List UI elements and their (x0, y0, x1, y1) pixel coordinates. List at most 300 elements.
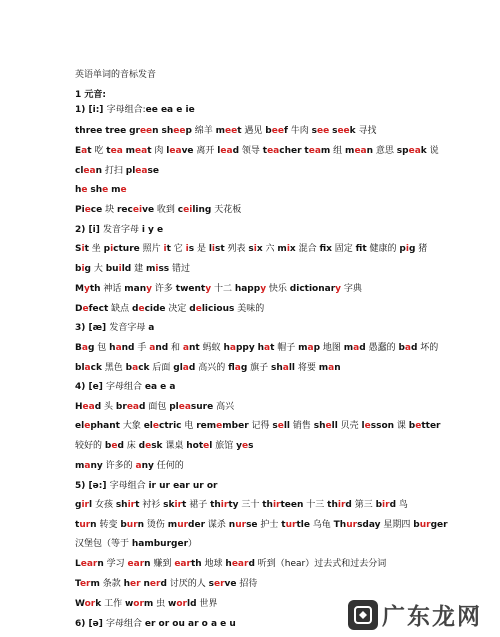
chinese-gloss: 六 (262, 244, 278, 254)
phonics-line (75, 303, 440, 315)
highlighted-letters: ir (81, 500, 89, 510)
highlighted-letters: ir (382, 500, 390, 510)
highlighted-letters: y (335, 284, 342, 294)
phonics-line (75, 558, 440, 570)
highlighted-letters: ea (135, 166, 148, 176)
chinese-gloss: 手 (134, 343, 150, 353)
chinese-gloss: 床 (123, 441, 139, 451)
highlighted-letters: er (213, 579, 225, 589)
word-text: L (75, 559, 81, 569)
chinese-gloss: 较好的 (75, 441, 105, 451)
word-text: S (75, 244, 82, 254)
word-text: dictionar (289, 284, 336, 294)
word-text: b (265, 126, 272, 136)
word-text: nd (121, 343, 135, 353)
word-text: t (281, 520, 286, 530)
highlighted-letters: ea (220, 146, 233, 156)
chinese-gloss: 学习 (103, 559, 128, 569)
word-text: g (87, 343, 95, 353)
chinese-gloss: 许多 (152, 284, 176, 294)
highlighted-letters: ur (79, 520, 91, 530)
chinese-gloss: 大象 (119, 421, 144, 431)
chinese-gloss: 世界 (196, 599, 218, 609)
chinese-gloss: 照片 (139, 244, 164, 254)
word-text: n (228, 520, 236, 530)
highlighted-letters: or (84, 599, 96, 609)
site-watermark (348, 598, 482, 631)
word-text: a (148, 323, 155, 333)
word-text: l (217, 146, 221, 156)
highlighted-letters: e (152, 421, 159, 431)
chinese-gloss: 三十 (238, 500, 263, 510)
word-text: phant (90, 421, 120, 431)
word-text: ir ur ear ur or (148, 481, 218, 491)
phonics-line (75, 204, 440, 216)
chinese-gloss: 神话 (100, 284, 125, 294)
word-text: tree (105, 126, 127, 136)
phonics-line (75, 401, 440, 413)
chinese-gloss: 缺点 (108, 304, 132, 314)
chinese-gloss: 十二 (211, 284, 235, 294)
word-text: d (248, 559, 255, 569)
word-text: p (399, 244, 406, 254)
chinese-gloss: 绵羊 (191, 126, 216, 136)
word-text: twent (175, 284, 206, 294)
word-text: t (262, 146, 268, 156)
word-text: sk (151, 441, 163, 451)
chinese-gloss: 美味的 (234, 304, 265, 314)
highlighted-letters: ea (135, 146, 148, 156)
word-text: st (215, 244, 225, 254)
chinese-gloss: 工作 (101, 599, 125, 609)
word-text: ppy (235, 343, 255, 353)
word-text: h (75, 185, 82, 195)
word-text: m (298, 343, 308, 353)
watermark-logo-icon (348, 600, 378, 630)
word-text: ll (288, 363, 296, 373)
word-text: t (362, 244, 367, 254)
word-text: s (208, 579, 214, 589)
phonics-line (75, 538, 440, 550)
highlighted-letters: ur (235, 520, 247, 530)
highlighted-letters: e (325, 421, 332, 431)
word-text: sson (370, 421, 395, 431)
highlighted-letters: ur (177, 520, 189, 530)
highlighted-letters: ea (169, 146, 182, 156)
word-text: f (283, 126, 288, 136)
phonics-line (75, 460, 440, 472)
highlighted-letters: i (155, 264, 159, 274)
word-text: 3) [æ] (75, 323, 110, 333)
word-text: h (223, 343, 230, 353)
word-text: rec (116, 205, 133, 215)
word-text: se (147, 166, 159, 176)
chinese-gloss: 组 (330, 146, 346, 156)
phonics-line (75, 381, 440, 393)
chinese-gloss: 大 (91, 264, 106, 274)
highlighted-letters: ea (82, 402, 95, 412)
word-text: bl (75, 363, 85, 373)
phonics-line (75, 578, 440, 590)
word-text: m (318, 363, 329, 373)
highlighted-letters: y (205, 284, 212, 294)
highlighted-letters: ear (231, 559, 249, 569)
word-text: t (270, 343, 275, 353)
chinese-gloss: 列表 (224, 244, 249, 254)
word-text: d (132, 304, 139, 314)
chinese-gloss: 字母组合 (105, 382, 145, 392)
word-text: th (89, 284, 101, 294)
chinese-gloss: 转变 (96, 520, 121, 530)
highlighted-letters: a (353, 343, 360, 353)
word-text: ll (283, 421, 291, 431)
chinese-gloss: 混合 (295, 244, 320, 254)
chinese-gloss: 裙子 (186, 500, 211, 510)
word-text: sure (190, 402, 214, 412)
word-text: h (109, 343, 116, 353)
word-text: d (160, 579, 167, 589)
chinese-gloss: 和 (168, 343, 183, 353)
highlighted-letters: i (253, 244, 257, 254)
word-text: B (75, 343, 82, 353)
phonics-line (75, 145, 440, 157)
word-text: t (84, 244, 89, 254)
word-text: n (366, 146, 374, 156)
word-text: ck (90, 363, 102, 373)
word-text: b (120, 520, 127, 530)
word-text: cher (279, 146, 302, 156)
highlighted-letters: ee (225, 126, 238, 136)
word-text: D (75, 304, 83, 314)
chinese-gloss: 意思 (373, 146, 397, 156)
highlighted-letters: e (216, 421, 223, 431)
highlighted-letters: i (118, 264, 122, 274)
word-text: s (311, 126, 317, 136)
chinese-gloss: 后面 (149, 363, 174, 373)
word-text: t (75, 520, 80, 530)
chinese-gloss: 许多的 (102, 461, 136, 471)
chinese-gloss: 字典 (341, 284, 362, 294)
chinese-gloss: 字母组合 (105, 619, 145, 629)
chinese-gloss: 女孩 (92, 500, 116, 510)
chinese-gloss: 字母组合: (106, 105, 146, 115)
word-text: d (117, 441, 124, 451)
word-text: n (144, 559, 151, 569)
word-text: m (167, 520, 178, 530)
phonics-line (75, 283, 440, 295)
chinese-gloss: 坏的 (417, 343, 439, 353)
word-text: m (215, 126, 226, 136)
highlighted-letters: ur (419, 520, 431, 530)
highlighted-letters: y (146, 284, 153, 294)
chinese-gloss: 肉 (151, 146, 167, 156)
word-text: d (389, 500, 397, 510)
highlighted-letters: a (149, 343, 156, 353)
highlighted-letters: ee (337, 126, 350, 136)
word-text: gr (129, 126, 140, 136)
word-text: d (189, 304, 196, 314)
word-text: sh (161, 126, 174, 136)
word-text: ss (158, 264, 170, 274)
phonics-line (75, 440, 440, 452)
chinese-gloss: 招待 (236, 579, 258, 589)
highlighted-letters: ir (272, 500, 281, 510)
highlighted-letters: or (133, 599, 144, 609)
word-text: h (225, 559, 232, 569)
word-text: m (75, 461, 85, 471)
highlighted-letters: er (130, 579, 141, 589)
word-text: y (236, 441, 242, 451)
chinese-gloss: 猪 (415, 244, 428, 254)
word-text: sh (271, 363, 283, 373)
word-text: x (289, 244, 296, 254)
word-text: s (272, 421, 278, 431)
word-text: d (410, 343, 418, 353)
chinese-gloss: 天花板 (211, 205, 242, 215)
word-text: th (262, 500, 273, 510)
word-text: ve (181, 146, 194, 156)
word-text: 6) [ə] (75, 619, 106, 629)
phonics-line (75, 224, 440, 236)
highlighted-letters: e (102, 185, 109, 195)
word-text: ling (192, 205, 212, 215)
word-text: t (304, 146, 309, 156)
highlighted-letters: ea (408, 146, 421, 156)
highlighted-letters: ir (220, 500, 229, 510)
word-text: h (257, 343, 264, 353)
highlighted-letters: i (405, 244, 409, 254)
word-text: m (90, 579, 100, 589)
word-text: cture (113, 244, 140, 254)
chinese-gloss: 讨厌的人 (166, 579, 209, 589)
highlighted-letters: e (81, 185, 88, 195)
phonics-line (75, 263, 440, 275)
word-text: s (188, 244, 195, 254)
word-text: h (123, 579, 131, 589)
word-text: W (75, 599, 85, 609)
highlighted-letters: ur (346, 520, 358, 530)
highlighted-letters: or (176, 599, 187, 609)
highlighted-letters: ea (83, 166, 96, 176)
word-text: er or ou ar o a e u (144, 619, 236, 629)
word-text: ea e a (144, 382, 176, 392)
word-text: sh (90, 185, 103, 195)
highlighted-letters: a (84, 461, 91, 471)
word-text: s (248, 441, 254, 451)
word-text: sday (357, 520, 381, 530)
chinese-gloss: 护士 (257, 520, 282, 530)
chinese-gloss: 黑色 (101, 363, 126, 373)
chinese-gloss: 条款 (99, 579, 124, 589)
highlighted-letters: ea (110, 146, 123, 156)
word-text: hot (186, 441, 204, 451)
highlighted-letters: ee (173, 126, 186, 136)
word-text: pl (169, 402, 179, 412)
word-text: t (106, 146, 111, 156)
word-text: sp (396, 146, 409, 156)
highlighted-letters: y (83, 284, 90, 294)
chinese-gloss: 销售 (290, 421, 314, 431)
word-text: T (75, 579, 80, 589)
word-text: b (125, 363, 133, 373)
word-text: d (188, 363, 196, 373)
phonics-line (75, 104, 440, 116)
chinese-gloss: 离开 (193, 146, 218, 156)
word-text: ve (224, 579, 237, 589)
word-text: teen (280, 500, 304, 510)
word-text: p (185, 126, 192, 136)
highlighted-letters: e (145, 441, 152, 451)
chinese-gloss: 记得 (248, 421, 273, 431)
highlighted-letters: a (404, 343, 411, 353)
word-text: p (103, 244, 111, 254)
word-text: Th (333, 520, 347, 530)
word-text: ck (138, 363, 150, 373)
highlighted-letters: a (182, 343, 189, 353)
word-text: t (135, 500, 140, 510)
word-text: s (248, 244, 254, 254)
chinese-gloss: 领导 (239, 146, 263, 156)
word-text: fect (88, 304, 109, 314)
phonics-line (75, 322, 440, 334)
chinese-gloss: 旅馆 (212, 441, 237, 451)
highlighted-letters: i (185, 244, 189, 254)
word-text: ld (187, 599, 197, 609)
word-text: ty (228, 500, 239, 510)
word-text: k (349, 126, 356, 136)
word-text: b (104, 441, 112, 451)
chinese-gloss: 赚到 (150, 559, 175, 569)
word-text: b (375, 500, 383, 510)
doc-title: 英语单词的音标发音 (75, 70, 157, 80)
word-text: sh (313, 421, 326, 431)
highlighted-letters: i (81, 244, 85, 254)
highlighted-letters: e (120, 185, 127, 195)
word-text: f (319, 244, 327, 254)
word-text: br (115, 402, 127, 412)
word-text: three (75, 126, 103, 136)
highlighted-letters: a (182, 363, 189, 373)
word-text: d (94, 402, 102, 412)
chinese-gloss: 字母组合 (109, 481, 149, 491)
word-text: m (320, 146, 331, 156)
highlighted-letters: i (110, 244, 114, 254)
word-text: 1) [i:] (75, 105, 107, 115)
word-text: c (177, 205, 184, 215)
word-text: 5) [ə:] (75, 481, 110, 491)
chinese-gloss: 将要 (295, 363, 319, 373)
highlighted-letters: e (84, 205, 91, 215)
highlighted-letters: ea (308, 146, 321, 156)
word-text: fl (228, 363, 235, 373)
word-text: m (345, 146, 355, 156)
chinese-gloss: 面包 (145, 402, 170, 412)
word-text: b (408, 421, 416, 431)
highlighted-letters: e (203, 441, 210, 451)
word-text: m (277, 244, 287, 254)
word-text: n (143, 579, 150, 589)
word-text: t (166, 244, 171, 254)
word-text: d (138, 441, 146, 451)
highlighted-letters: ir (174, 500, 183, 510)
word-text: tter (421, 421, 441, 431)
chinese-gloss: 蚂蚁 (199, 343, 224, 353)
word-text: th (327, 500, 338, 510)
word-text: x (256, 244, 263, 254)
highlighted-letters: i (286, 244, 290, 254)
word-text: th (190, 559, 202, 569)
highlighted-letters: ea (267, 146, 280, 156)
highlighted-letters: a (132, 363, 139, 373)
highlighted-letters: a (328, 363, 335, 373)
word-text: m (125, 146, 136, 156)
chinese-gloss: 旗子 (247, 363, 271, 373)
phonics-line (75, 165, 440, 177)
chinese-gloss: 汉堡包（等于 (75, 539, 132, 549)
word-text: ve (142, 205, 155, 215)
chinese-gloss: 建 (131, 264, 146, 274)
word-text: ld (121, 264, 132, 274)
word-text: x (326, 244, 332, 254)
word-text: se (246, 520, 258, 530)
word-text: d (359, 343, 366, 353)
chinese-gloss: 帽子 (274, 343, 299, 353)
highlighted-letters: ea (126, 402, 139, 412)
highlighted-letters: ir (337, 500, 346, 510)
word-text: g (75, 500, 82, 510)
highlighted-letters: er (79, 579, 91, 589)
highlighted-letters: ee (316, 126, 330, 136)
chinese-gloss: 头 (101, 402, 116, 412)
word-text: th (210, 500, 221, 510)
highlighted-letters: ear (127, 559, 145, 569)
word-text: k (420, 146, 427, 156)
chinese-gloss: 十三 (303, 500, 328, 510)
word-text: cide (144, 304, 166, 314)
word-text: n (97, 559, 104, 569)
word-text: m (111, 185, 121, 195)
word-text: m (343, 343, 354, 353)
phonics-line (75, 125, 440, 137)
word-text: g (84, 264, 91, 274)
word-text: sh (115, 500, 128, 510)
word-text: nd (155, 343, 169, 353)
highlighted-letters: a (234, 363, 241, 373)
phonics-line (75, 362, 440, 374)
chinese-gloss: ） (188, 539, 198, 549)
word-text: m (145, 264, 156, 274)
word-text: man (124, 284, 147, 294)
highlighted-letters: e (364, 421, 371, 431)
chinese-gloss: 健康的 (366, 244, 400, 254)
highlighted-letters: a (282, 363, 289, 373)
word-text: l (166, 146, 170, 156)
phonics-line (75, 480, 440, 492)
phonics-line (75, 342, 440, 354)
highlighted-letters: ear (174, 559, 191, 569)
chinese-gloss: 发音字母 (102, 225, 142, 235)
word-text: t (87, 146, 92, 156)
highlighted-letters: e (195, 304, 202, 314)
chinese-gloss: 鸟 (396, 500, 408, 510)
chinese-gloss: 高兴的 (195, 363, 229, 373)
chinese-gloss: 它 (170, 244, 186, 254)
section-vowels-heading: 1 元音: (75, 90, 106, 100)
word-text: n (137, 520, 145, 530)
word-text: 2) [i] (75, 225, 103, 235)
highlighted-letters: er (149, 579, 161, 589)
chinese-gloss: 虫 (153, 599, 169, 609)
